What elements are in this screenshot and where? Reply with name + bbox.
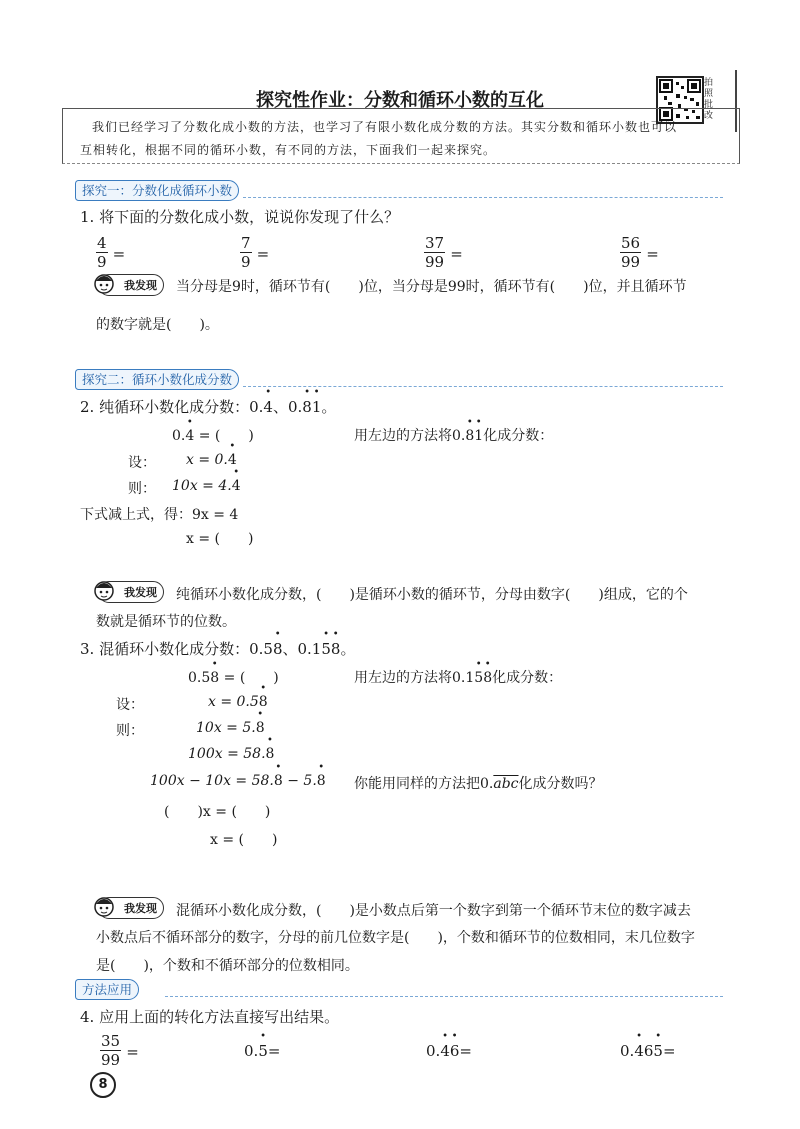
q3-extra-end: 化成分数吗？ — [518, 776, 603, 792]
q4-d-text: 0. — [620, 1042, 635, 1060]
discovery-1-line-1: 当分母是9时，循环节有( )位，当分母是99时，循环节有( )位，并且循环节 — [176, 279, 687, 295]
q4-frac-den: 99 — [101, 1051, 121, 1069]
q3-set-text: x = 0.5 — [208, 694, 259, 710]
q3-then1-text: 10x = 5. — [196, 720, 256, 736]
q3-eq-blank: = ( ) — [219, 670, 279, 686]
q2-set-label: 设： — [128, 455, 156, 471]
q2-task-text: 用左边的方法将0. — [354, 428, 466, 444]
frac-b-den: 9 — [241, 253, 251, 271]
q3-then-eq-1 — [196, 720, 265, 736]
intro-line-2: 互相转化，根据不同的循环小数，有不同的方法，下面我们一起来探究。 — [80, 143, 497, 157]
q3-prompt-rep: • 8 — [273, 640, 283, 658]
discovery-badge-3-label: 我发现 — [124, 902, 157, 915]
q2-prompt-sep2: 、0. — [272, 398, 303, 416]
q3-sub-rep-b: • 8 — [317, 773, 326, 789]
q3-prompt-sep: 、0.1 — [282, 640, 322, 658]
q3-task-rep-b: • 8 — [483, 670, 492, 686]
q2-task-rep-a: • 8 — [465, 428, 474, 444]
q2-set-eq-text: x = 0. — [186, 452, 228, 468]
q3-set-rep: • 8 — [259, 694, 268, 710]
discovery-3-line-1: 混循环小数化成分数，( )是小数点后第一个数字到第一个循环节末位的数字减去 — [176, 903, 691, 919]
q4-item-a — [100, 1034, 139, 1069]
q2-then-eq-text: 10x = 4. — [172, 478, 232, 494]
q3-sub-rep-a: • 8 — [274, 773, 283, 789]
student-face-icon — [93, 578, 115, 604]
q4-item-b — [244, 1042, 280, 1060]
q4-b-eq: = — [267, 1042, 281, 1060]
section-1-rule — [243, 197, 723, 198]
q2-eq-blank: = ( ) — [194, 428, 254, 444]
discovery-badge-2 — [98, 581, 164, 603]
frac-a-den: 9 — [97, 253, 107, 271]
q3-prompt — [80, 638, 355, 659]
q2-set-rep: • 4 — [228, 452, 237, 468]
frac-a-eq: = — [112, 245, 126, 263]
q2-eq-left: 0. — [172, 428, 186, 444]
q4-a-eq: = — [126, 1043, 139, 1061]
page-title: 探究性作业：分数和循环小数的互化 — [256, 90, 544, 111]
q4-frac-num: 35 — [101, 1032, 121, 1050]
q3-set-label: 设： — [116, 697, 144, 713]
q2-prompt-rep-b: • 1 — [312, 398, 322, 416]
q2-task — [354, 425, 553, 445]
q2-prompt-rep: • 4 — [263, 398, 273, 416]
q3-eq-rep: • 8 — [210, 670, 219, 686]
discovery-1-line-2: 的数字就是( )。 — [96, 317, 219, 333]
page-number: 8 — [90, 1072, 116, 1098]
q2-result: x = ( ) — [186, 531, 254, 547]
q2-prompt-text: 2. 纯循环小数化成分数：0. — [80, 398, 264, 416]
q3-prompt-text: 3. 混循环小数化成分数：0.5 — [80, 640, 273, 658]
q3-then2-rep: • 8 — [266, 746, 275, 762]
q3-sub-c: − 5. — [282, 773, 317, 789]
q4-d-rep-b: • 5 — [653, 1042, 663, 1060]
q4-c-rep-b: • 6 — [450, 1042, 460, 1060]
q3-eq-left: 0.5 — [188, 670, 211, 686]
q1-fraction-d — [620, 236, 659, 271]
discovery-3-line-2: 小数点后不循环部分的数字，分母的前几位数字是( )，个数和循环节的位数相同，末几位数字 — [96, 930, 695, 946]
q2-eq-rep: • 4 — [185, 428, 194, 444]
q2-equation — [172, 425, 254, 445]
q3-task-text: 用左边的方法将0.1 — [354, 670, 475, 686]
frac-d-num: 56 — [621, 234, 641, 252]
q4-prompt: 4. 应用上面的转化方法直接写出结果。 — [80, 1008, 340, 1026]
q2-set-eq — [186, 452, 237, 468]
section-3-rule — [165, 996, 723, 997]
q4-d-digit: 6 — [643, 1042, 654, 1060]
q3-extra-text: 你能用同样的方法把0. — [354, 776, 494, 792]
q2-prompt-end: 。 — [321, 398, 337, 416]
tab-section-2: 探究二：循环小数化成分数 — [75, 369, 239, 390]
discovery-badge-1 — [98, 274, 164, 296]
q4-b-text: 0. — [244, 1042, 259, 1060]
q2-prompt-rep-a: • 8 — [302, 398, 312, 416]
tab-section-1: 探究一：分数化成循环小数 — [75, 180, 239, 201]
frac-d-den: 99 — [621, 253, 641, 271]
q4-d-eq: = — [662, 1042, 676, 1060]
q1-fraction-b — [240, 236, 269, 271]
q3-then2-text: 100x = 58. — [188, 746, 266, 762]
q4-item-c — [426, 1042, 472, 1060]
discovery-badge-2-label: 我发现 — [124, 586, 157, 599]
q1-fraction-c — [424, 236, 463, 271]
q4-b-rep: • 5 — [258, 1042, 268, 1060]
q3-prompt-end: 。 — [340, 640, 356, 658]
q2-subtract: 下式减上式，得：9x = 4 — [80, 507, 239, 523]
q3-then1-rep: • 8 — [256, 720, 265, 736]
q3-result: x = ( ) — [210, 832, 278, 848]
q3-then-label: 则： — [116, 723, 144, 739]
q1-prompt: 1. 将下面的分数化成小数，说说你发现了什么？ — [80, 208, 400, 226]
student-face-icon — [93, 271, 115, 297]
student-face-icon — [93, 894, 115, 920]
q3-task-rep-a: • 5 — [474, 670, 483, 686]
frac-c-num: 37 — [425, 234, 445, 252]
frac-d-eq: = — [646, 245, 659, 263]
q4-c-eq: = — [459, 1042, 472, 1060]
frac-b-num: 7 — [241, 234, 251, 252]
discovery-2-line-1: 纯循环小数化成分数，( )是循环小数的循环节，分母由数字( )组成，它的个 — [176, 587, 688, 603]
q4-d-rep-a: • 4 — [634, 1042, 644, 1060]
q3-sub-a: 100x − 10x = 58. — [150, 773, 274, 789]
q3-then-eq-2 — [188, 746, 274, 762]
q4-c-text: 0. — [426, 1042, 441, 1060]
frac-c-den: 99 — [425, 253, 445, 271]
q2-task-rep-b: • 1 — [474, 428, 483, 444]
frac-c-eq: = — [450, 245, 463, 263]
q4-c-rep-a: • 4 — [440, 1042, 450, 1060]
tab-section-3: 方法应用 — [75, 979, 139, 1000]
discovery-badge-3 — [98, 897, 164, 919]
q2-then-label: 则： — [128, 481, 156, 497]
q1-fraction-a — [96, 236, 125, 271]
q3-subtract — [150, 773, 326, 789]
intro-line-1: 我们已经学习了分数化成小数的方法，也学习了有限小数化成分数的方法。其实分数和循环小数也可以 — [92, 120, 678, 134]
discovery-badge-1-label: 我发现 — [124, 279, 157, 292]
q3-blank-eq: ( )x = ( ) — [164, 804, 271, 820]
discovery-3-line-3: 是( )，个数和不循环部分的位数相同。 — [96, 958, 359, 974]
frac-a-num: 4 — [97, 234, 107, 252]
q3-prompt-rep-b: • 8 — [331, 640, 341, 658]
q3-extra — [354, 773, 603, 793]
q2-then-eq — [172, 478, 241, 494]
q2-prompt — [80, 396, 336, 417]
frac-b-eq: = — [256, 245, 270, 263]
q3-extra-abc: $\overline{abc}$ — [493, 776, 519, 792]
q3-task-end: 化成分数： — [492, 670, 563, 686]
q4-item-d — [620, 1042, 676, 1060]
q3-task — [354, 667, 562, 687]
q3-set-eq — [208, 694, 268, 710]
discovery-2-line-2: 数就是循环节的位数。 — [96, 614, 236, 630]
q2-task-end: 化成分数： — [483, 428, 554, 444]
qr-label: 拍照批改 — [704, 78, 714, 121]
q3-prompt-rep-a: • 5 — [321, 640, 331, 658]
q2-then-rep: • 4 — [232, 478, 241, 494]
